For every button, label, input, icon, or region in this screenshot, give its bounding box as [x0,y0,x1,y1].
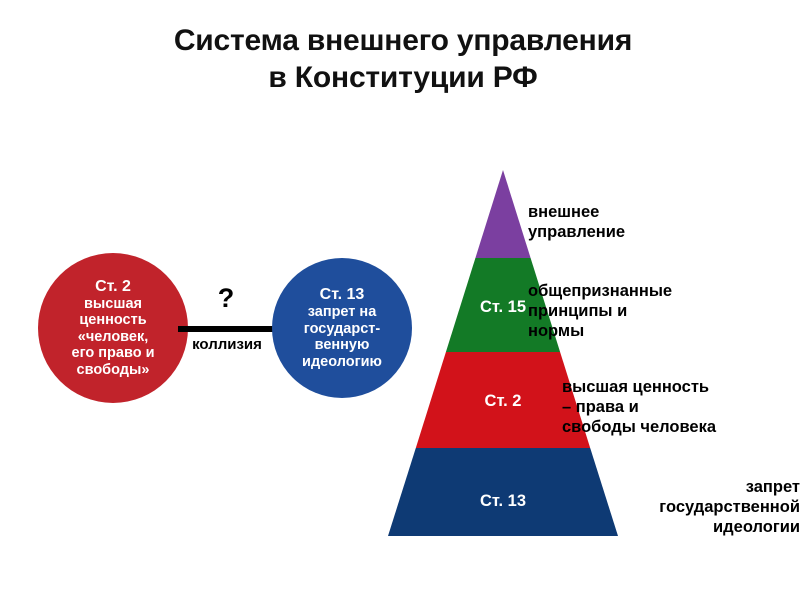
note-ideology-ban-line-1: запрет [745,478,800,496]
note-ideology-ban-line-3: идеологии [713,517,800,536]
note-external-management-line-1: внешнее [528,203,600,221]
circle-article-13-line-2: государст- [303,320,381,337]
collision-label: коллизия [192,336,262,353]
note-highest-value-line-3: свободы человека [562,417,717,436]
note-recognized-principles-line-1: общепризнанные [528,282,673,300]
pyramid-label-article-15: Ст. 15 [479,298,527,316]
collision-connector-line [178,326,276,332]
circle-article-2-heading: Ст. 2 [95,277,131,295]
note-external-management-line-2: управление [528,222,626,241]
note-ideology-ban-line-2: государственной [659,497,800,516]
circle-article-2-text [68,278,159,379]
note-external-management [528,203,778,243]
pyramid-label-article-2: Ст. 2 [484,392,522,410]
circle-article-13-line-3: венную [314,337,370,354]
circle-article-13-text [298,286,386,370]
pyramid-level-external-management[interactable] [475,170,530,258]
note-highest-value [562,378,802,437]
circle-article-2-line-5: свободы» [76,361,150,378]
circle-article-2[interactable] [38,253,188,403]
note-recognized-principles-line-2: принципы и [528,301,628,320]
note-recognized-principles-line-3: нормы [528,321,585,340]
circle-article-2-line-2: ценность [79,312,147,329]
pyramid-label-article-13: Ст. 13 [479,492,527,510]
note-recognized-principles [528,282,780,341]
note-highest-value-line-1: высшая ценность [562,378,710,396]
question-mark-label: ? [217,283,235,313]
title-line-2: в Конституции РФ [268,61,538,95]
circle-article-13-heading: Ст. 13 [319,285,365,303]
circle-article-2-line-4: его право и [71,345,155,362]
page-title [0,22,806,96]
note-highest-value-line-2: – права и [562,397,639,416]
circle-article-2-line-3: «человек, [77,328,149,345]
circle-article-13-line-1: запрет на [307,304,377,321]
circle-article-2-line-1: высшая [84,295,142,312]
circle-article-13-line-4: идеологию [302,353,382,370]
note-ideology-ban [600,478,800,537]
title-line-1: Система внешнего управления [173,24,633,57]
